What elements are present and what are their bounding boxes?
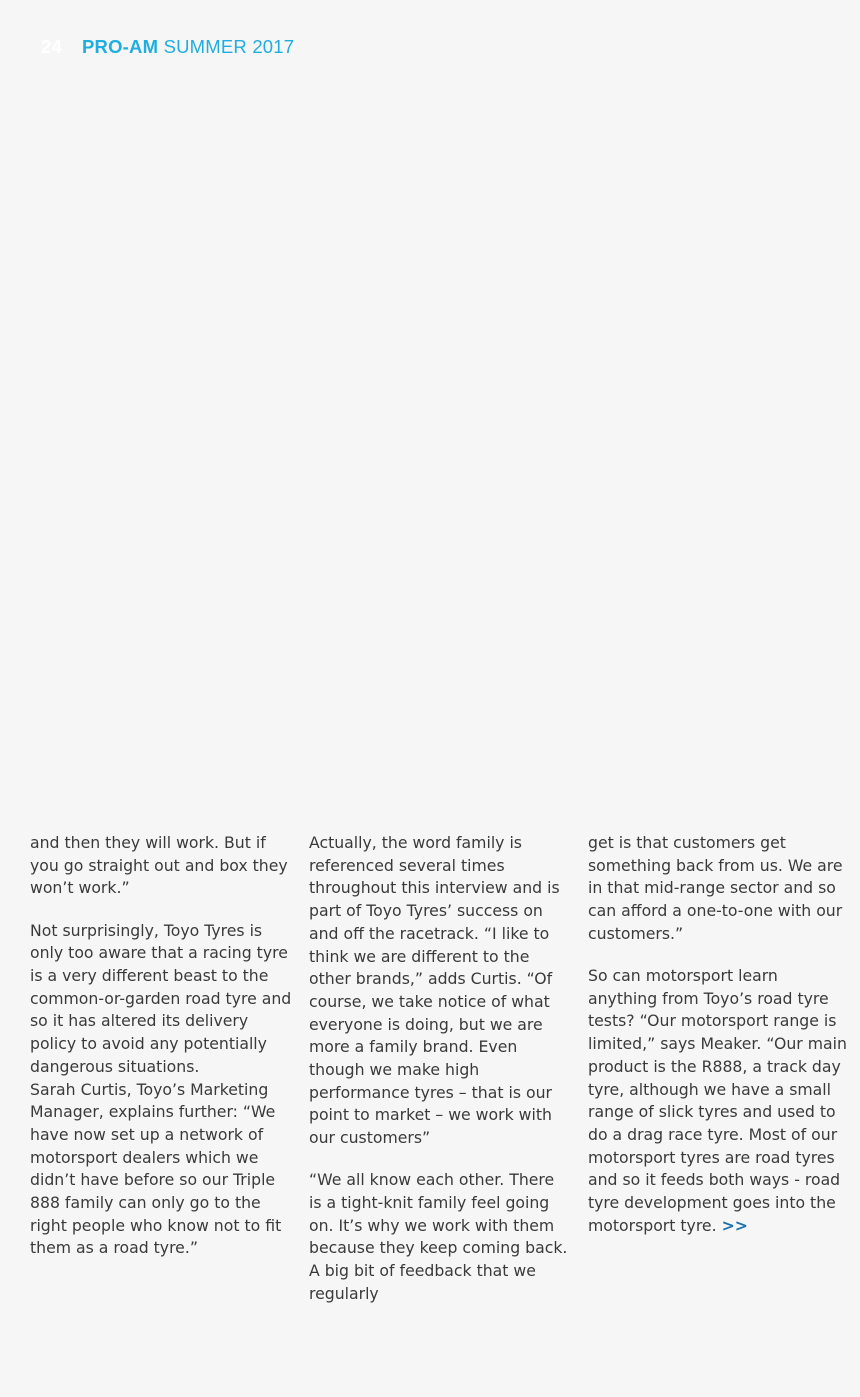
article-paragraph: “We all know each other. There is a tight-knit family feel going on. It’s why we work with them because they keep coming back. A big bit of feedback that we regularly [309, 1170, 568, 1303]
magazine-brand: PRO-AM [81, 36, 159, 57]
article-paragraph: Sarah Curtis, Toyo’s Marketing Manager, explains further: “We have now set up a network of motorsport dealers which we didn’t have before so our Triple 888 family can only go to the right people who know not to fit them as a road tyre.” [30, 1079, 282, 1258]
page-number: 24 [41, 36, 62, 57]
article-paragraph: and then they will work. But if you go straight out and box they won’t work.” [30, 833, 288, 898]
article-paragraph: Not surprisingly, Toyo Tyres is only too aware that a racing tyre is a very different beast to the common-or-garden road tyre and so it has altered its delivery policy to avoid any potentially dangerous situations. [30, 920, 292, 1076]
article-paragraph: Actually, the word family is referenced several times throughout this interview and is part of Toyo Tyres’ success on and off the racetrack. “I like to think we are different to the other brands,” adds Curtis. “Of course, we take notice of what everyone is doing, but we are more a family brand. Even though we make high performance tyres – that is our point to market – we work with our customers” [309, 833, 560, 1148]
article-column-2 [309, 832, 571, 1325]
issue-label: SUMMER 2017 [163, 36, 295, 57]
article-paragraph [588, 965, 850, 1237]
article-paragraph: get is that customers get something back from us. We are in that mid-range sector and so can afford a one-to-one with our customers.” [588, 833, 843, 943]
continue-link[interactable]: >> [721, 1215, 748, 1235]
page-header [41, 36, 294, 58]
article-column-1 [30, 832, 292, 1280]
article-column-3 [588, 832, 850, 1257]
article-paragraph-text: So can motorsport learn anything from Toyo’s road tyre tests? “Our motorsport range is limited,” says Meaker. “Our main product is the R888, a track day tyre, although we have a small range of slick tyres and used to do a drag race tyre. Most of our motorsport tyres are road tyres and so it feeds both ways - road tyre development goes into the motorsport tyre. [588, 966, 847, 1235]
